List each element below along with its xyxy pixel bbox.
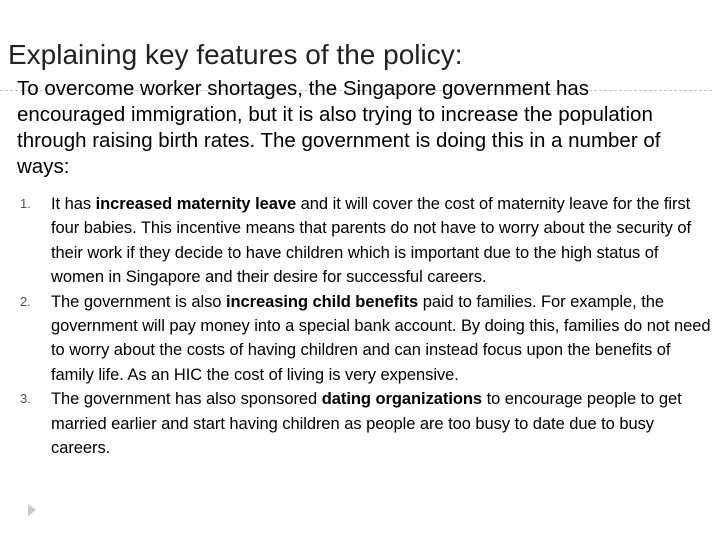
list-item-text-end: to encourage people to get married earlier and start having children as people are too busy to date due to busy careers.	[51, 390, 682, 458]
list-item-text	[51, 195, 691, 286]
list-item-number: 2.	[20, 293, 31, 309]
policy-list	[20, 192, 715, 460]
list-item-text-end: paid to families. For example, the government will pay money into a special bank account. By doing this, families do not need to worry about the costs of having children and can instead focus upon the benefits of family life. As an HIC the cost of living is very expensive.	[51, 292, 711, 384]
intro-paragraph: To overcome worker shortages, the Singapore government has encouraged immigration, but it is also trying to increase the population through raising birth rates. The government is doing this in a number of ways:	[17, 77, 661, 178]
slide-title: Explaining key features of the policy:	[8, 39, 463, 70]
list-item	[20, 192, 715, 290]
list-item-text-end: and it will cover the cost of maternity leave for the first four babies. This incentive means that parents do not have to worry about the security of their work if they decide to have children which is important due to the high status of women in Singapore and their desire for successful careers.	[51, 195, 692, 287]
list-item-keyword: increased maternity leave	[95, 195, 297, 213]
list-item-keyword: dating organizations	[321, 390, 483, 409]
list-item-text	[51, 390, 682, 457]
list-item-number: 1.	[20, 196, 31, 211]
list-item-text-start: The government is also	[51, 292, 226, 311]
list-item	[20, 290, 715, 388]
list-item-text-start: The government has also sponsored	[51, 390, 322, 409]
list-item-number: 3.	[20, 391, 31, 407]
list-item-text	[51, 293, 711, 384]
list-item-keyword: increasing child benefits	[225, 292, 419, 311]
list-item-text-start: It has	[51, 195, 96, 213]
triangle-bullet-icon	[28, 504, 36, 516]
list-item	[20, 387, 715, 460]
